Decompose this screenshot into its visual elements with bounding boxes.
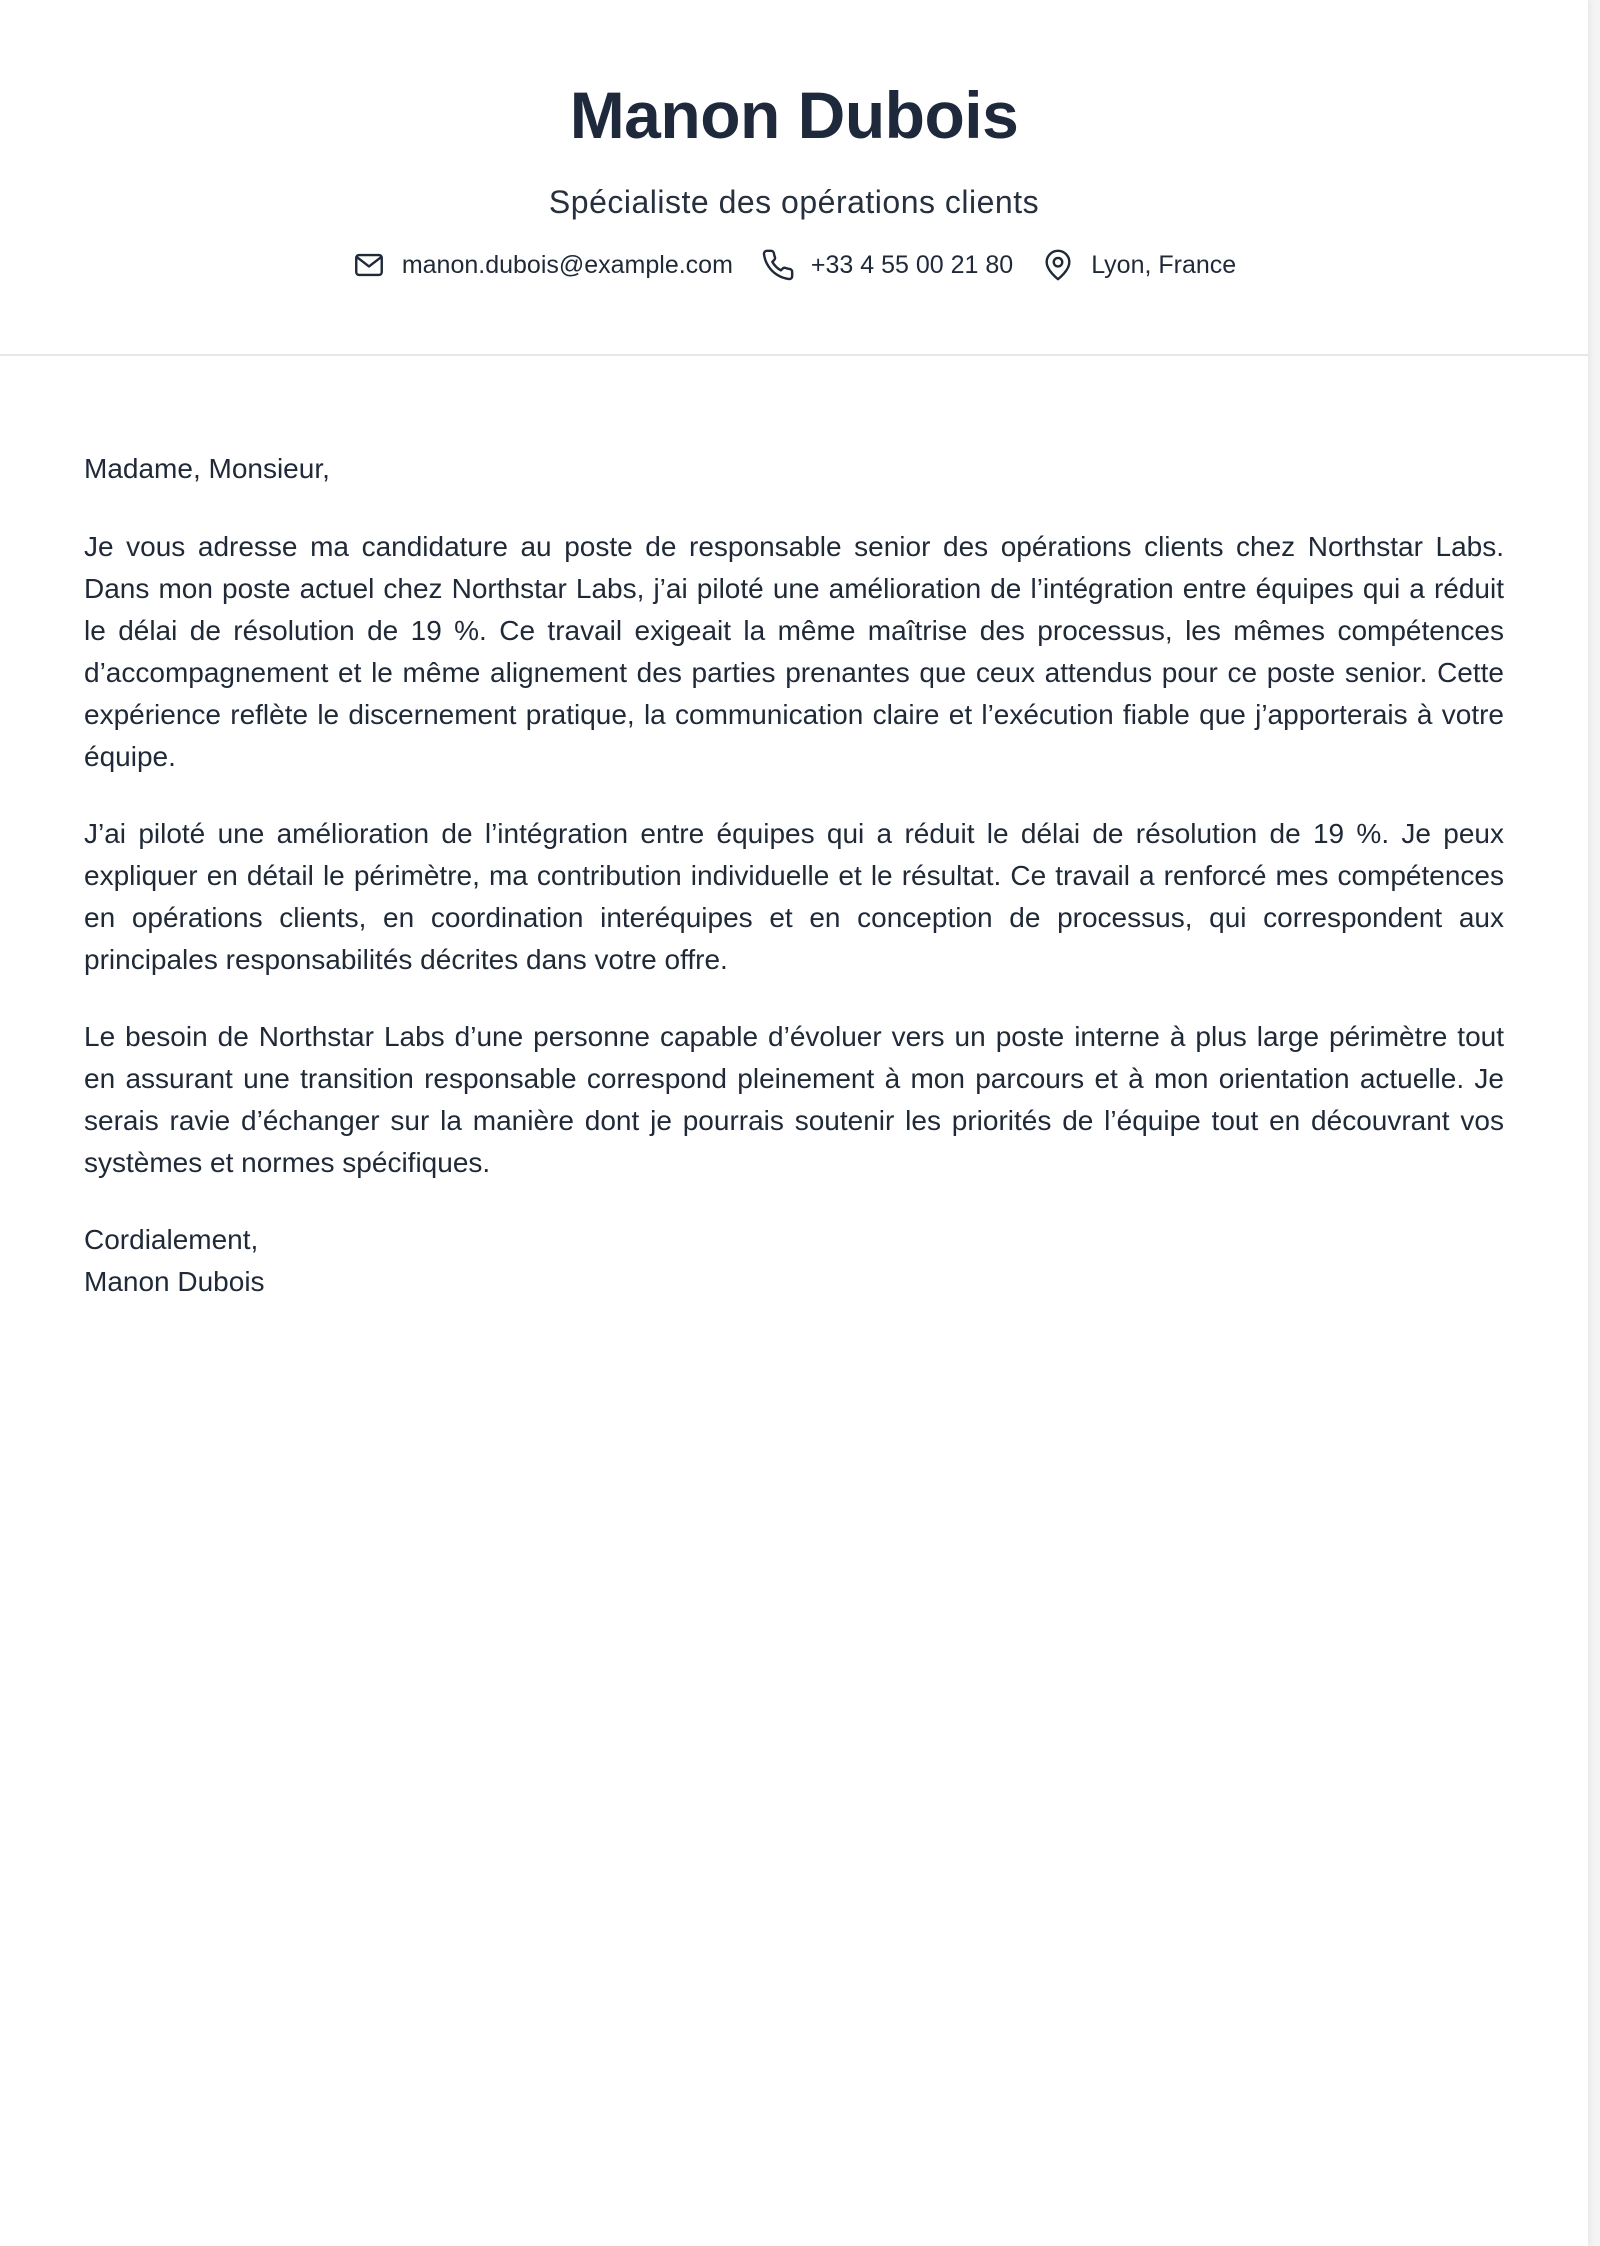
- contact-phone[interactable]: [761, 248, 1013, 282]
- location-text: Lyon, France: [1091, 251, 1237, 279]
- paragraph-3: Le besoin de Northstar Labs d’une personne capable d’évoluer vers un poste interne à plus large périmètre tout en assurant une transition responsable correspond pleinement à mon parcours et à mon orientation actuelle. Je serais ravie d’échanger sur la manière dont je pourrais soutenir les priorités de l’équipe tout en découvrant vos systèmes et normes spécifiques.: [84, 1021, 1504, 1178]
- letter-body: [0, 356, 1588, 1303]
- letter-header: [0, 0, 1588, 356]
- email-text: manon.dubois@example.com: [401, 251, 733, 279]
- phone-text: +33 4 55 00 21 80: [810, 251, 1014, 279]
- signature-name: Manon Dubois: [84, 1266, 265, 1297]
- job-title: Spécialiste des opérations clients: [548, 184, 1040, 220]
- salutation: Madame, Monsieur,: [84, 453, 330, 484]
- map-pin-icon: [1041, 248, 1075, 282]
- envelope-icon: [352, 248, 386, 282]
- contact-email[interactable]: [352, 248, 733, 282]
- paragraph-1: Je vous adresse ma candidature au poste de responsable senior des opérations clients chez Northstar Labs. Dans mon poste actuel chez Northstar Labs, j’ai piloté une amélioration de l’intégration entre équipes qui a réduit le délai de résolution de 19 %. Ce travail exigeait la même maîtrise des processus, les mêmes compétences d’accompagnement et le même alignement des parties prenantes que ceux attendus pour ce poste senior. Cette expérience reflète le discernement pratique, la communication claire et l’exécution fiable que j’apporterais à votre équipe.: [84, 531, 1504, 772]
- phone-icon: [761, 248, 795, 282]
- contact-row: [0, 248, 1588, 282]
- paragraph-2: J’ai piloté une amélioration de l’intégration entre équipes qui a réduit le délai de résolution de 19 %. Je peux expliquer en détail le périmètre, ma contribution individuelle et le résultat. Ce travail a renforcé mes compétences en opérations clients, en coordination interéquipes et en conception de processus, qui correspondent aux principales responsabilités décrites dans votre offre.: [84, 818, 1504, 975]
- closing: Cordialement,: [84, 1224, 259, 1255]
- contact-location: [1041, 248, 1236, 282]
- applicant-name: Manon Dubois: [569, 78, 1019, 152]
